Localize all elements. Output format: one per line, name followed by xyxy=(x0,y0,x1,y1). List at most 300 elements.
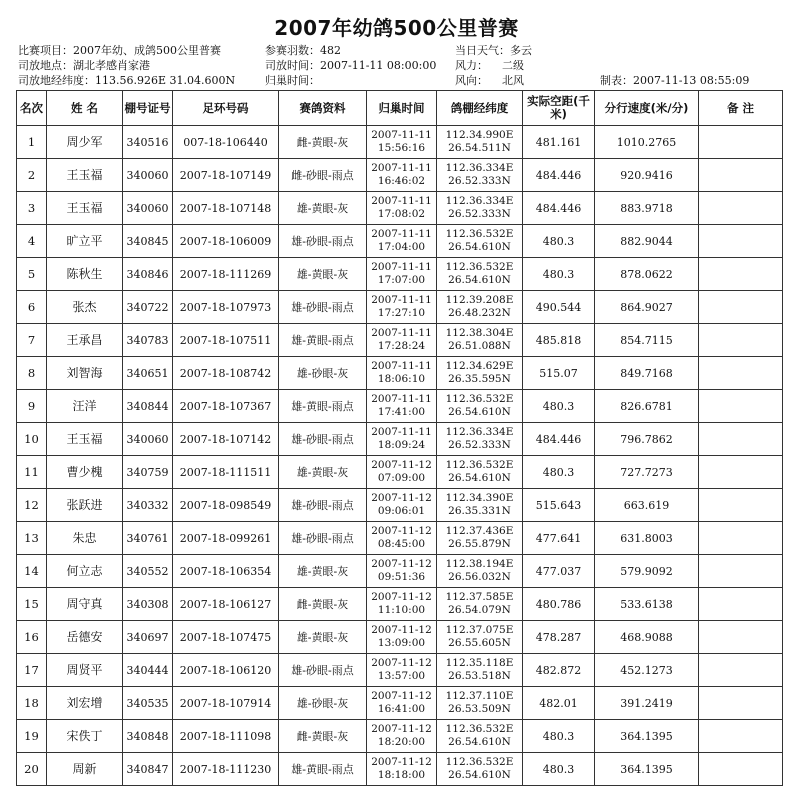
ring-cell: 2007-18-107149 xyxy=(173,159,279,192)
loft-cell: 340847 xyxy=(123,753,173,786)
speed-cell: 391.2419 xyxy=(595,687,699,720)
release-coord xyxy=(18,74,235,87)
coords-cell xyxy=(437,621,523,654)
latitude: 26.52.333N xyxy=(448,175,511,187)
speed-cell: 364.1395 xyxy=(595,720,699,753)
loft-cell: 340848 xyxy=(123,720,173,753)
note-cell xyxy=(699,753,783,786)
rank-cell: 14 xyxy=(17,555,47,588)
entry-count xyxy=(265,44,341,57)
note-cell xyxy=(699,126,783,159)
rank-cell: 11 xyxy=(17,456,47,489)
return-clock: 18:09:24 xyxy=(377,439,426,451)
release-time-label: 司放时间： xyxy=(265,59,320,72)
speed-cell: 849.7168 xyxy=(595,357,699,390)
return-clock: 16:46:02 xyxy=(377,175,426,187)
rank-cell: 7 xyxy=(17,324,47,357)
return-time-cell xyxy=(367,225,437,258)
coords-cell xyxy=(437,588,523,621)
return-date: 2007-11-11 xyxy=(371,228,432,240)
longitude: 112.36.532E xyxy=(445,723,514,735)
rank-cell: 5 xyxy=(17,258,47,291)
weather-label: 当日天气： xyxy=(455,44,510,57)
loft-cell: 340308 xyxy=(123,588,173,621)
entry-count-label: 参赛羽数： xyxy=(265,44,320,57)
entry-count-value: 482 xyxy=(320,44,341,57)
loft-cell: 340332 xyxy=(123,489,173,522)
coords-cell xyxy=(437,555,523,588)
ring-cell: 2007-18-111269 xyxy=(173,258,279,291)
return-clock: 09:06:01 xyxy=(377,505,426,517)
latitude: 26.53.518N xyxy=(448,670,511,682)
return-clock: 17:28:24 xyxy=(377,340,426,352)
coords-cell xyxy=(437,291,523,324)
distance-cell: 490.544 xyxy=(523,291,595,324)
coords-cell xyxy=(437,357,523,390)
table-row xyxy=(17,159,783,192)
distance-cell: 478.287 xyxy=(523,621,595,654)
table-row xyxy=(17,621,783,654)
longitude: 112.36.532E xyxy=(445,459,514,471)
info-cell: 雄-砂眼-雨点 xyxy=(279,654,367,687)
return-clock: 18:20:00 xyxy=(377,736,426,748)
ring-cell: 2007-18-107367 xyxy=(173,390,279,423)
return-time-cell xyxy=(367,291,437,324)
longitude: 112.38.194E xyxy=(445,558,514,570)
longitude: 112.36.532E xyxy=(445,228,514,240)
table-row xyxy=(17,720,783,753)
return-date: 2007-11-11 xyxy=(371,294,432,306)
return-time-cell xyxy=(367,357,437,390)
table-row xyxy=(17,126,783,159)
race-project: 比赛项目：2007年幼、成鸽500公里普赛 xyxy=(18,44,221,57)
loft-cell: 340845 xyxy=(123,225,173,258)
info-cell: 雌-黄眼-灰 xyxy=(279,126,367,159)
speed-cell: 452.1273 xyxy=(595,654,699,687)
return-date: 2007-11-11 xyxy=(371,360,432,372)
table-row xyxy=(17,324,783,357)
return-time-cell xyxy=(367,489,437,522)
rank-cell: 6 xyxy=(17,291,47,324)
longitude: 112.36.334E xyxy=(445,195,514,207)
speed-cell: 826.6781 xyxy=(595,390,699,423)
return-clock: 18:06:10 xyxy=(377,373,426,385)
return-date: 2007-11-12 xyxy=(371,591,432,603)
table-row xyxy=(17,357,783,390)
distance-cell: 480.3 xyxy=(523,258,595,291)
longitude: 112.35.118E xyxy=(445,657,514,669)
distance-cell: 480.786 xyxy=(523,588,595,621)
ring-cell: 2007-18-111098 xyxy=(173,720,279,753)
return-clock: 17:07:00 xyxy=(377,274,426,286)
info-cell: 雌-黄眼-灰 xyxy=(279,720,367,753)
loft-cell: 340552 xyxy=(123,555,173,588)
col-speed: 分行速度(米/分) xyxy=(595,91,699,126)
name-cell: 周新 xyxy=(47,753,123,786)
return-time-cell xyxy=(367,192,437,225)
name-cell: 张跃进 xyxy=(47,489,123,522)
loft-cell: 340060 xyxy=(123,192,173,225)
col-loft: 棚号证号 xyxy=(123,91,173,126)
latitude: 26.52.333N xyxy=(448,208,511,220)
note-cell xyxy=(699,258,783,291)
ring-cell: 2007-18-099261 xyxy=(173,522,279,555)
speed-cell: 631.8003 xyxy=(595,522,699,555)
name-cell: 陈秋生 xyxy=(47,258,123,291)
return-date: 2007-11-12 xyxy=(371,756,432,768)
table-made xyxy=(600,74,749,87)
wind-force-label: 风力： xyxy=(455,59,488,72)
col-coords: 鸽棚经纬度 xyxy=(437,91,523,126)
wind-force-value: 二级 xyxy=(502,59,524,72)
return-date: 2007-11-11 xyxy=(371,162,432,174)
info-cell: 雄-砂眼-雨点 xyxy=(279,225,367,258)
return-clock: 07:09:00 xyxy=(377,472,426,484)
longitude: 112.37.585E xyxy=(445,591,514,603)
wind-direction-label: 风向： xyxy=(455,74,488,87)
latitude: 26.55.879N xyxy=(448,538,511,550)
note-cell xyxy=(699,522,783,555)
return-time-cell xyxy=(367,654,437,687)
name-cell: 刘宏增 xyxy=(47,687,123,720)
name-cell: 旷立平 xyxy=(47,225,123,258)
loft-cell: 340722 xyxy=(123,291,173,324)
speed-cell: 1010.2765 xyxy=(595,126,699,159)
col-return-time: 归巢时间 xyxy=(367,91,437,126)
rank-cell: 3 xyxy=(17,192,47,225)
return-time-cell xyxy=(367,555,437,588)
coords-cell xyxy=(437,720,523,753)
info-cell: 雄-黄眼-灰 xyxy=(279,555,367,588)
longitude: 112.36.532E xyxy=(445,393,514,405)
info-cell: 雄-黄眼-灰 xyxy=(279,456,367,489)
loft-cell: 340060 xyxy=(123,159,173,192)
wind-force xyxy=(455,59,524,72)
distance-cell: 480.3 xyxy=(523,720,595,753)
release-place-label: 司放地点： xyxy=(18,59,73,72)
speed-cell: 533.6138 xyxy=(595,588,699,621)
loft-cell: 340697 xyxy=(123,621,173,654)
release-time xyxy=(265,59,436,72)
latitude: 26.55.605N xyxy=(448,637,511,649)
rank-cell: 18 xyxy=(17,687,47,720)
coords-cell xyxy=(437,159,523,192)
note-cell xyxy=(699,555,783,588)
note-cell xyxy=(699,621,783,654)
return-time-cell xyxy=(367,522,437,555)
distance-cell: 481.161 xyxy=(523,126,595,159)
ring-cell: 2007-18-107148 xyxy=(173,192,279,225)
latitude: 26.53.509N xyxy=(448,703,511,715)
info-cell: 雄-黄眼-灰 xyxy=(279,258,367,291)
table-row xyxy=(17,192,783,225)
loft-cell: 340759 xyxy=(123,456,173,489)
return-clock: 09:51:36 xyxy=(377,571,426,583)
return-clock: 17:04:00 xyxy=(377,241,426,253)
return-time-cell xyxy=(367,588,437,621)
note-cell xyxy=(699,720,783,753)
longitude: 112.38.304E xyxy=(445,327,514,339)
return-date: 2007-11-11 xyxy=(371,261,432,273)
latitude: 26.51.088N xyxy=(448,340,511,352)
table-made-value: 2007-11-13 08:55:09 xyxy=(633,74,750,87)
results-table xyxy=(16,90,783,786)
name-cell: 宋佚丁 xyxy=(47,720,123,753)
distance-cell: 484.446 xyxy=(523,192,595,225)
latitude: 26.54.610N xyxy=(448,736,511,748)
ring-cell: 007-18-106440 xyxy=(173,126,279,159)
note-cell xyxy=(699,324,783,357)
latitude: 26.35.595N xyxy=(448,373,511,385)
latitude: 26.54.610N xyxy=(448,406,511,418)
return-time-cell xyxy=(367,390,437,423)
return-clock: 17:27:10 xyxy=(377,307,426,319)
info-cell: 雄-砂眼-雨点 xyxy=(279,489,367,522)
longitude: 112.39.208E xyxy=(445,294,514,306)
rank-cell: 19 xyxy=(17,720,47,753)
return-clock: 11:10:00 xyxy=(377,604,426,616)
latitude: 26.54.610N xyxy=(448,241,511,253)
note-cell xyxy=(699,357,783,390)
speed-cell: 796.7862 xyxy=(595,423,699,456)
rank-cell: 9 xyxy=(17,390,47,423)
ring-cell: 2007-18-107914 xyxy=(173,687,279,720)
coords-cell xyxy=(437,192,523,225)
name-cell: 岳德安 xyxy=(47,621,123,654)
info-cell: 雄-黄眼-雨点 xyxy=(279,324,367,357)
table-row xyxy=(17,753,783,786)
return-clock: 17:08:02 xyxy=(377,208,426,220)
return-date: 2007-11-12 xyxy=(371,690,432,702)
distance-cell: 515.643 xyxy=(523,489,595,522)
note-cell xyxy=(699,159,783,192)
release-place-value: 湖北孝感肖家港 xyxy=(73,59,150,72)
table-row xyxy=(17,687,783,720)
table-header-row xyxy=(17,91,783,126)
name-cell: 王承昌 xyxy=(47,324,123,357)
return-date: 2007-11-12 xyxy=(371,657,432,669)
info-cell: 雌-黄眼-灰 xyxy=(279,588,367,621)
table-row xyxy=(17,258,783,291)
ring-cell: 2007-18-106127 xyxy=(173,588,279,621)
table-made-label: 制表： xyxy=(600,74,633,87)
name-cell: 王玉福 xyxy=(47,423,123,456)
table-row xyxy=(17,456,783,489)
col-distance: 实际空距(千米) xyxy=(523,91,595,126)
speed-cell: 579.9092 xyxy=(595,555,699,588)
rank-cell: 20 xyxy=(17,753,47,786)
return-time-cell xyxy=(367,621,437,654)
distance-cell: 480.3 xyxy=(523,753,595,786)
coords-cell xyxy=(437,126,523,159)
distance-cell: 515.07 xyxy=(523,357,595,390)
longitude: 112.36.334E xyxy=(445,426,514,438)
return-date: 2007-11-11 xyxy=(371,195,432,207)
name-cell: 周贤平 xyxy=(47,654,123,687)
coords-cell xyxy=(437,489,523,522)
info-cell: 雄-黄眼-雨点 xyxy=(279,753,367,786)
coords-cell xyxy=(437,687,523,720)
speed-cell: 663.619 xyxy=(595,489,699,522)
ring-cell: 2007-18-111511 xyxy=(173,456,279,489)
coords-cell xyxy=(437,522,523,555)
ring-cell: 2007-18-111230 xyxy=(173,753,279,786)
table-row xyxy=(17,654,783,687)
note-cell xyxy=(699,588,783,621)
ring-cell: 2007-18-106354 xyxy=(173,555,279,588)
loft-cell: 340651 xyxy=(123,357,173,390)
release-time-value: 2007-11-11 08:00:00 xyxy=(320,59,437,72)
return-clock: 08:45:00 xyxy=(377,538,426,550)
name-cell: 周守真 xyxy=(47,588,123,621)
table-row xyxy=(17,225,783,258)
coords-cell xyxy=(437,324,523,357)
name-cell: 周少军 xyxy=(47,126,123,159)
return-clock: 13:09:00 xyxy=(377,637,426,649)
latitude: 26.48.232N xyxy=(448,307,511,319)
rank-cell: 15 xyxy=(17,588,47,621)
loft-cell: 340846 xyxy=(123,258,173,291)
rank-cell: 2 xyxy=(17,159,47,192)
return-date: 2007-11-12 xyxy=(371,558,432,570)
ring-cell: 2007-18-108742 xyxy=(173,357,279,390)
info-cell: 雄-砂眼-雨点 xyxy=(279,291,367,324)
distance-cell: 480.3 xyxy=(523,456,595,489)
longitude: 112.37.436E xyxy=(445,525,514,537)
return-clock: 18:18:00 xyxy=(377,769,426,781)
return-date: 2007-11-12 xyxy=(371,492,432,504)
ring-cell: 2007-18-106009 xyxy=(173,225,279,258)
weather-value: 多云 xyxy=(510,44,532,57)
info-cell: 雄-砂眼-雨点 xyxy=(279,522,367,555)
return-date: 2007-11-11 xyxy=(371,129,432,141)
return-clock: 17:41:00 xyxy=(377,406,426,418)
table-row xyxy=(17,555,783,588)
latitude: 26.52.333N xyxy=(448,439,511,451)
col-name: 姓 名 xyxy=(47,91,123,126)
return-time: 归巢时间： xyxy=(265,74,320,87)
speed-cell: 468.9088 xyxy=(595,621,699,654)
rank-cell: 10 xyxy=(17,423,47,456)
return-time-cell xyxy=(367,258,437,291)
col-rank: 名次 xyxy=(17,91,47,126)
latitude: 26.54.610N xyxy=(448,769,511,781)
loft-cell: 340516 xyxy=(123,126,173,159)
info-cell: 雄-黄眼-灰 xyxy=(279,621,367,654)
release-place xyxy=(18,59,150,72)
distance-cell: 485.818 xyxy=(523,324,595,357)
loft-cell: 340444 xyxy=(123,654,173,687)
note-cell xyxy=(699,489,783,522)
speed-cell: 920.9416 xyxy=(595,159,699,192)
rank-cell: 16 xyxy=(17,621,47,654)
return-date: 2007-11-11 xyxy=(371,393,432,405)
loft-cell: 340783 xyxy=(123,324,173,357)
longitude: 112.34.629E xyxy=(445,360,514,372)
loft-cell: 340761 xyxy=(123,522,173,555)
name-cell: 何立志 xyxy=(47,555,123,588)
rank-cell: 8 xyxy=(17,357,47,390)
latitude: 26.56.032N xyxy=(448,571,511,583)
note-cell xyxy=(699,192,783,225)
return-time-cell xyxy=(367,687,437,720)
latitude: 26.54.610N xyxy=(448,472,511,484)
return-time-cell xyxy=(367,456,437,489)
return-clock: 16:41:00 xyxy=(377,703,426,715)
wind-direction xyxy=(455,74,524,87)
name-cell: 朱忠 xyxy=(47,522,123,555)
rank-cell: 4 xyxy=(17,225,47,258)
distance-cell: 482.872 xyxy=(523,654,595,687)
info-cell: 雄-黄眼-灰 xyxy=(279,192,367,225)
return-time-cell xyxy=(367,753,437,786)
note-cell xyxy=(699,390,783,423)
return-date: 2007-11-12 xyxy=(371,525,432,537)
coords-cell xyxy=(437,753,523,786)
distance-cell: 482.01 xyxy=(523,687,595,720)
table-row xyxy=(17,291,783,324)
ring-cell: 2007-18-107511 xyxy=(173,324,279,357)
rank-cell: 12 xyxy=(17,489,47,522)
return-time-cell xyxy=(367,423,437,456)
table-row xyxy=(17,489,783,522)
rank-cell: 17 xyxy=(17,654,47,687)
distance-cell: 477.037 xyxy=(523,555,595,588)
table-row xyxy=(17,390,783,423)
return-clock: 15:56:16 xyxy=(377,142,426,154)
info-cell: 雄-黄眼-雨点 xyxy=(279,390,367,423)
return-date: 2007-11-11 xyxy=(371,327,432,339)
coords-cell xyxy=(437,423,523,456)
speed-cell: 864.9027 xyxy=(595,291,699,324)
distance-cell: 480.3 xyxy=(523,390,595,423)
speed-cell: 883.9718 xyxy=(595,192,699,225)
loft-cell: 340535 xyxy=(123,687,173,720)
latitude: 26.54.610N xyxy=(448,274,511,286)
release-coord-label: 司放地经纬度： xyxy=(18,74,95,87)
latitude: 26.35.331N xyxy=(448,505,511,517)
ring-cell: 2007-18-107142 xyxy=(173,423,279,456)
longitude: 112.36.532E xyxy=(445,261,514,273)
table-row xyxy=(17,423,783,456)
rank-cell: 1 xyxy=(17,126,47,159)
info-cell: 雌-砂眼-雨点 xyxy=(279,159,367,192)
name-cell: 曹少槐 xyxy=(47,456,123,489)
coords-cell xyxy=(437,258,523,291)
speed-cell: 882.9044 xyxy=(595,225,699,258)
speed-cell: 727.7273 xyxy=(595,456,699,489)
info-cell: 雄-砂眼-灰 xyxy=(279,687,367,720)
latitude: 26.54.511N xyxy=(448,142,511,154)
wind-direction-value: 北风 xyxy=(502,74,524,87)
note-cell xyxy=(699,423,783,456)
return-time-cell xyxy=(367,126,437,159)
ring-cell: 2007-18-107973 xyxy=(173,291,279,324)
note-cell xyxy=(699,654,783,687)
coords-cell xyxy=(437,654,523,687)
name-cell: 王玉福 xyxy=(47,159,123,192)
latitude: 26.54.079N xyxy=(448,604,511,616)
longitude: 112.34.990E xyxy=(445,129,514,141)
longitude: 112.36.532E xyxy=(445,756,514,768)
table-row xyxy=(17,522,783,555)
distance-cell: 484.446 xyxy=(523,423,595,456)
ring-cell: 2007-18-098549 xyxy=(173,489,279,522)
loft-cell: 340060 xyxy=(123,423,173,456)
return-time-cell xyxy=(367,720,437,753)
longitude: 112.37.075E xyxy=(445,624,514,636)
col-ring: 足环号码 xyxy=(173,91,279,126)
